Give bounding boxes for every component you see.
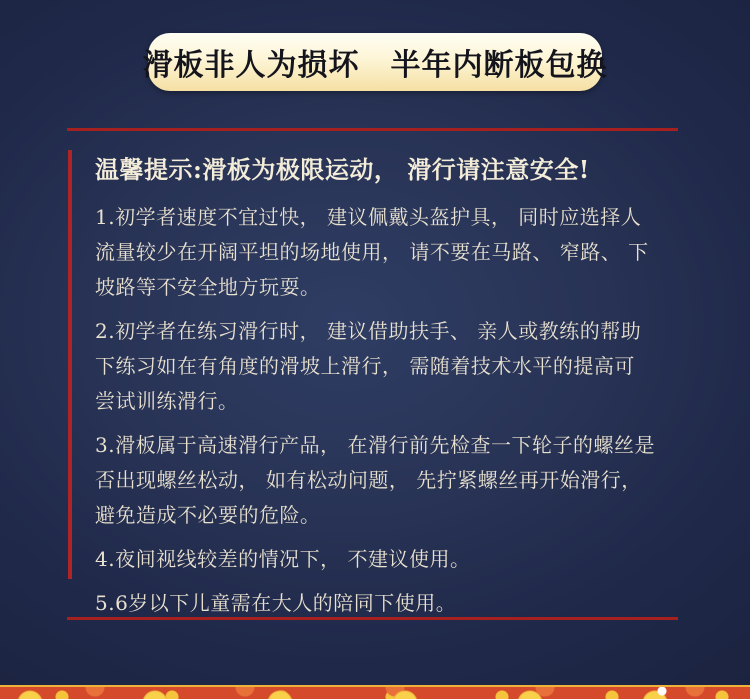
bottom-divider <box>67 617 678 620</box>
notice-title: 温馨提示:滑板为极限运动， 滑行请注意安全! <box>95 155 590 184</box>
tip-item-1: 1.初学者速度不宜过快， 建议佩戴头盔护具， 同时应选择人流量较少在开阔平坦的场地使用， 请不要在马路、 窄路、 下坡路等不安全地方玩耍。 <box>95 205 649 299</box>
top-divider <box>67 128 678 131</box>
gold-cloud-pattern <box>0 685 750 699</box>
red-accent-bar <box>68 150 72 579</box>
warranty-banner <box>142 33 608 91</box>
tip-item-4: 4.夜间视线较差的情况下， 不建议使用。 <box>95 547 471 571</box>
safety-notice <box>95 150 655 621</box>
warranty-banner-text: 滑板非人为损坏 半年内断板包换 <box>142 48 608 83</box>
tip-item-5: 5.6岁以下儿童需在大人的陪同下使用。 <box>95 591 457 615</box>
tip-item-2: 2.初学者在练习滑行时， 建议借助扶手、 亲人或教练的帮助下练习如在有角度的滑坡上滑行， 需随着技术水平的提高可尝试训练滑行。 <box>95 319 642 413</box>
tip-item-3: 3.滑板属于高速滑行产品， 在滑行前先检查一下轮子的螺丝是否出现螺丝松动， 如有松动问题， 先拧紧螺丝再开始滑行， 避免造成不必要的危险。 <box>95 433 655 527</box>
